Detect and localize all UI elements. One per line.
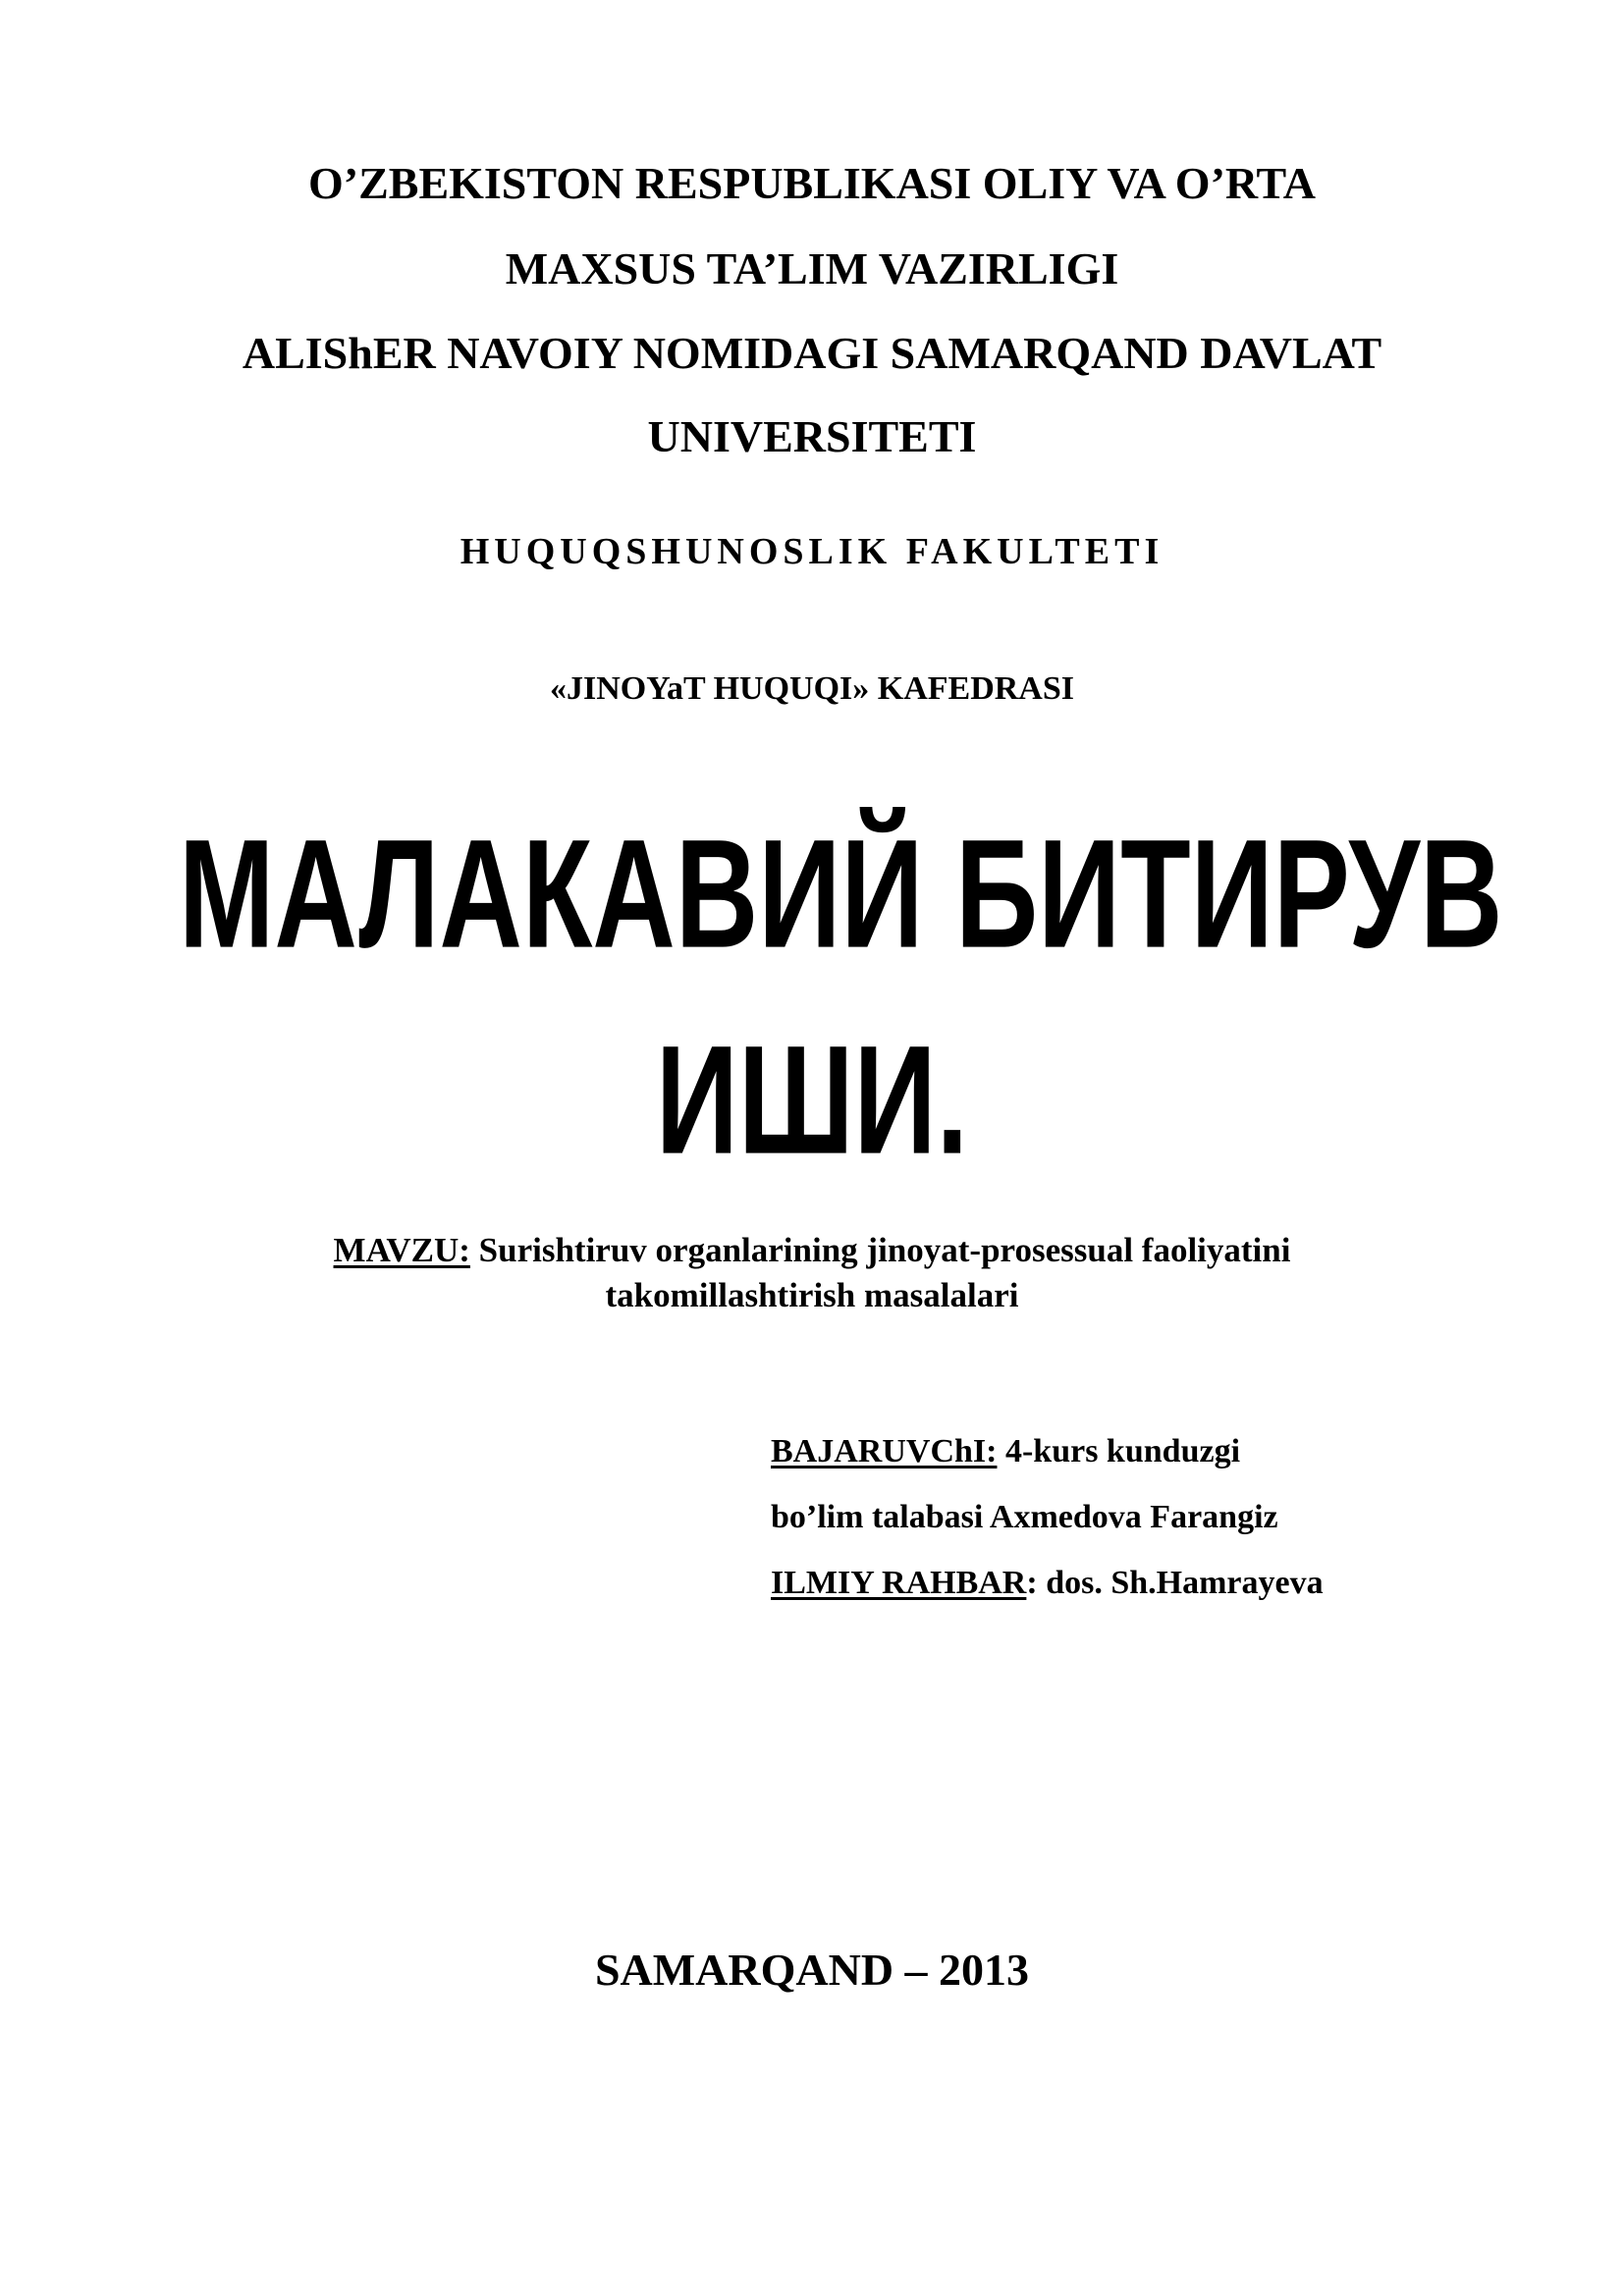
topic-line-1 <box>0 1229 1624 1272</box>
topic-label: MAVZU: <box>333 1231 470 1269</box>
department-name: «JINOYaT HUQUQI» KAFEDRASI <box>549 670 1074 707</box>
supervisor-label: ILMIY RAHBAR <box>771 1565 1027 1601</box>
ministry-line-1: O’ZBEKISTON RESPUBLIKASI OLIY VA O’RTA <box>307 158 1316 208</box>
topic-text-1: Surishtiruv organlarining jinoyat-prosessual faoliyatini <box>469 1231 1291 1269</box>
city-year: SAMARQAND – 2013 <box>594 1945 1030 1995</box>
university-line-2: UNIVERSITETI <box>647 411 977 461</box>
performer-text-1: 4-kurs kunduzgi <box>997 1433 1241 1469</box>
performer-label: BAJARUVChI: <box>771 1433 998 1469</box>
document-title-line-2: ИШИ. <box>655 1012 969 1187</box>
performer-line-2: bo’lim talabasi Axmedova Farangiz <box>771 1499 1278 1535</box>
document-title-line-1: МАЛАКАВИЙ БИТИРУВ <box>178 806 1503 981</box>
supervisor-text: : dos. Sh.Hamrayeva <box>1026 1565 1324 1601</box>
supervisor-line <box>771 1565 1324 1602</box>
ministry-line-2: MAXSUS TA’LIM VAZIRLIGI <box>505 243 1119 294</box>
university-line-1: ALIShER NAVOIY NOMIDAGI SAMARQAND DAVLAT <box>242 328 1382 378</box>
topic-line-2: takomillashtirish masalalari <box>605 1276 1019 1314</box>
faculty-name: HUQUQSHUNOSLIK FAKULTETI <box>460 531 1164 572</box>
performer-line-1 <box>771 1433 1240 1470</box>
